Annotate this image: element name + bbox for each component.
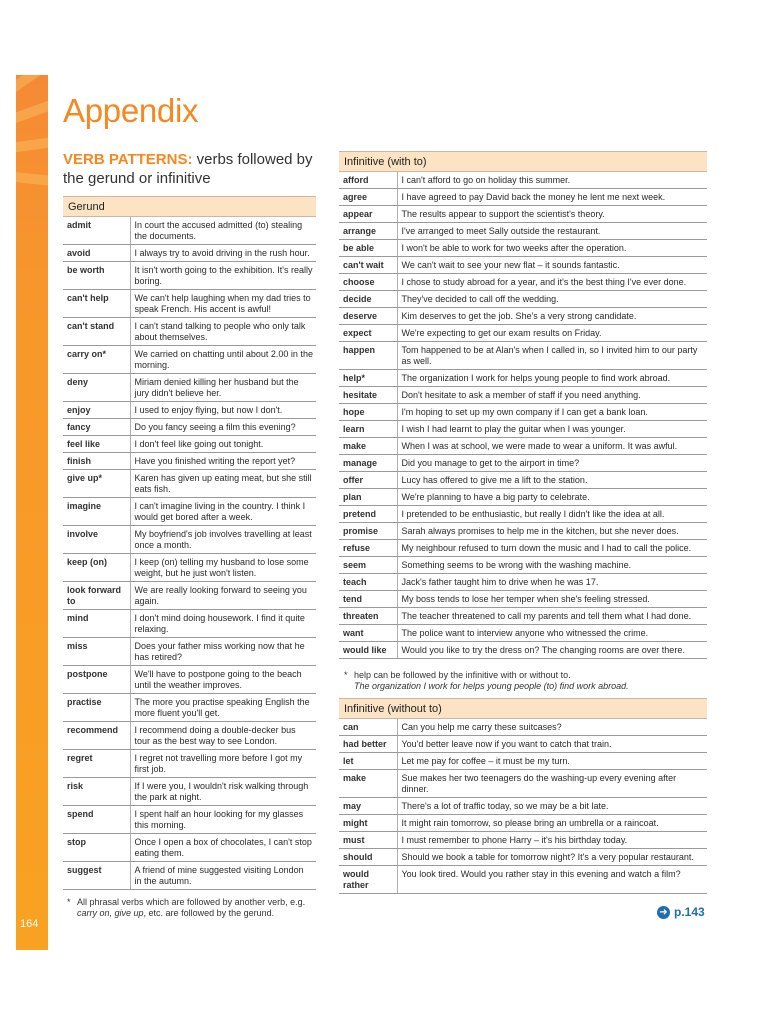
example-cell: A friend of mine suggested visiting London in the autumn. xyxy=(130,862,316,890)
infinitive-with-to-table xyxy=(339,151,707,659)
verb-cell: would like xyxy=(339,642,397,659)
gerund-footnote xyxy=(67,897,322,919)
verb-cell: seem xyxy=(339,557,397,574)
example-cell: Did you manage to get to the airport in time? xyxy=(397,455,707,472)
verb-cell: may xyxy=(339,798,397,815)
section-subtitle xyxy=(63,150,323,188)
table-row xyxy=(339,866,707,894)
table-row xyxy=(63,806,316,834)
verb-cell: imagine xyxy=(63,498,130,526)
table-row xyxy=(339,308,707,325)
example-cell: Let me pay for coffee – it must be my turn. xyxy=(397,753,707,770)
table-row xyxy=(339,642,707,659)
table-row xyxy=(339,172,707,189)
example-cell: Sarah always promises to help me in the kitchen, but she never does. xyxy=(397,523,707,540)
example-cell: You'd better leave now if you want to catch that train. xyxy=(397,736,707,753)
table-row xyxy=(339,189,707,206)
verb-cell: spend xyxy=(63,806,130,834)
table-row xyxy=(63,419,316,436)
table-row xyxy=(339,798,707,815)
example-cell: Should we book a table for tomorrow night? It's a very popular restaurant. xyxy=(397,849,707,866)
table-row xyxy=(63,374,316,402)
table-row xyxy=(63,262,316,290)
table-row xyxy=(63,582,316,610)
table-row xyxy=(63,834,316,862)
example-cell: Would you like to try the dress on? The changing rooms are over there. xyxy=(397,642,707,659)
verb-cell: hope xyxy=(339,404,397,421)
example-cell: I keep (on) telling my husband to lose some weight, but he just won't listen. xyxy=(130,554,316,582)
example-cell: We can't help laughing when my dad tries to speak French. His accent is awful! xyxy=(130,290,316,318)
example-cell: I chose to study abroad for a year, and it's the best thing I've ever done. xyxy=(397,274,707,291)
verb-cell: appear xyxy=(339,206,397,223)
verb-cell: fancy xyxy=(63,419,130,436)
example-cell: In court the accused admitted (to) stealing the documents. xyxy=(130,217,316,245)
footnote-emphasis: carry on, give up xyxy=(77,908,144,918)
example-cell: It might rain tomorrow, so please bring an umbrella or a raincoat. xyxy=(397,815,707,832)
example-cell: I don't mind doing housework. I find it quite relaxing. xyxy=(130,610,316,638)
verb-cell: can't stand xyxy=(63,318,130,346)
verb-cell: might xyxy=(339,815,397,832)
table-row xyxy=(63,722,316,750)
table-row xyxy=(339,574,707,591)
table-row xyxy=(339,489,707,506)
footnote-star: * xyxy=(67,897,71,907)
table-row xyxy=(339,206,707,223)
verb-cell: admit xyxy=(63,217,130,245)
example-cell: Once I open a box of chocolates, I can't stop eating them. xyxy=(130,834,316,862)
verb-cell: refuse xyxy=(339,540,397,557)
verb-cell: involve xyxy=(63,526,130,554)
verb-cell: want xyxy=(339,625,397,642)
example-cell: The results appear to support the scientist's theory. xyxy=(397,206,707,223)
table-row xyxy=(63,402,316,419)
verb-cell: should xyxy=(339,849,397,866)
verb-cell: manage xyxy=(339,455,397,472)
example-cell: I won't be able to work for two weeks after the operation. xyxy=(397,240,707,257)
page-reference-label: p.143 xyxy=(674,905,705,919)
subtitle-text: verbs followed by the gerund or infinitive xyxy=(63,151,313,187)
table-row xyxy=(63,436,316,453)
table-row xyxy=(63,346,316,374)
example-cell: My boyfriend's job involves travelling at least once a month. xyxy=(130,526,316,554)
table-row xyxy=(63,862,316,890)
table-row xyxy=(63,217,316,245)
table-row xyxy=(63,245,316,262)
example-cell: We carried on chatting until about 2.00 in the morning. xyxy=(130,346,316,374)
table-row xyxy=(339,506,707,523)
subtitle-highlight: VERB PATTERNS: xyxy=(63,151,193,168)
example-cell: I can't imagine living in the country. I think I would get bored after a week. xyxy=(130,498,316,526)
example-cell: Karen has given up eating meat, but she still eats fish. xyxy=(130,470,316,498)
table-row xyxy=(63,778,316,806)
example-cell: I wish I had learnt to play the guitar when I was younger. xyxy=(397,421,707,438)
table-row xyxy=(63,526,316,554)
verb-cell: make xyxy=(339,770,397,798)
example-cell: I pretended to be enthusiastic, but really I didn't like the idea at all. xyxy=(397,506,707,523)
example-cell: We can't wait to see your new flat – it sounds fantastic. xyxy=(397,257,707,274)
verb-cell: arrange xyxy=(339,223,397,240)
infinitive-with-to-header: Infinitive (with to) xyxy=(339,152,707,172)
verb-cell: promise xyxy=(339,523,397,540)
gerund-header: Gerund xyxy=(63,197,316,217)
example-cell: Tom happened to be at Alan's when I called in, so I invited him to our party as well. xyxy=(397,342,707,370)
verb-cell: choose xyxy=(339,274,397,291)
table-row xyxy=(339,404,707,421)
verb-cell: make xyxy=(339,438,397,455)
example-cell: Do you fancy seeing a film this evening? xyxy=(130,419,316,436)
verb-cell: mind xyxy=(63,610,130,638)
verb-cell: pretend xyxy=(339,506,397,523)
table-row xyxy=(339,325,707,342)
example-cell: We're planning to have a big party to celebrate. xyxy=(397,489,707,506)
verb-cell: deserve xyxy=(339,308,397,325)
table-row xyxy=(339,223,707,240)
example-cell: Miriam denied killing her husband but the jury didn't believe her. xyxy=(130,374,316,402)
verb-cell: give up* xyxy=(63,470,130,498)
example-cell: You look tired. Would you rather stay in this evening and watch a film? xyxy=(397,866,707,894)
verb-cell: suggest xyxy=(63,862,130,890)
table-row xyxy=(63,290,316,318)
footnote-star: * xyxy=(344,670,348,680)
verb-cell: must xyxy=(339,832,397,849)
verb-cell: had better xyxy=(339,736,397,753)
table-row xyxy=(63,318,316,346)
table-row xyxy=(63,638,316,666)
example-cell: We're expecting to get our exam results on Friday. xyxy=(397,325,707,342)
verb-cell: offer xyxy=(339,472,397,489)
verb-cell: hesitate xyxy=(339,387,397,404)
footnote-text-2: , etc. are followed by the gerund. xyxy=(143,908,275,918)
table-row xyxy=(339,815,707,832)
verb-cell: would rather xyxy=(339,866,397,894)
table-row xyxy=(63,666,316,694)
example-cell: I always try to avoid driving in the rush hour. xyxy=(130,245,316,262)
table-row xyxy=(63,694,316,722)
example-cell: Something seems to be wrong with the washing machine. xyxy=(397,557,707,574)
example-cell: It isn't worth going to the exhibition. It's really boring. xyxy=(130,262,316,290)
verb-cell: afford xyxy=(339,172,397,189)
verb-cell: let xyxy=(339,753,397,770)
infinitive-footnote xyxy=(344,670,694,692)
verb-cell: recommend xyxy=(63,722,130,750)
example-cell: Kim deserves to get the job. She's a very strong candidate. xyxy=(397,308,707,325)
footnote-example: The organization I work for helps young people (to) find work abroad. xyxy=(354,681,629,691)
example-cell: I've arranged to meet Sally outside the restaurant. xyxy=(397,223,707,240)
verb-cell: enjoy xyxy=(63,402,130,419)
example-cell: I don't feel like going out tonight. xyxy=(130,436,316,453)
table-row xyxy=(339,591,707,608)
margin-band-decoration xyxy=(16,75,48,235)
verb-cell: look forward to xyxy=(63,582,130,610)
table-row xyxy=(339,736,707,753)
verb-cell: avoid xyxy=(63,245,130,262)
verb-cell: tend xyxy=(339,591,397,608)
table-row xyxy=(339,523,707,540)
verb-cell: learn xyxy=(339,421,397,438)
page-reference-link[interactable] xyxy=(657,905,705,919)
table-row xyxy=(339,472,707,489)
page-number: 164 xyxy=(20,918,39,930)
example-cell: I regret not travelling more before I got my first job. xyxy=(130,750,316,778)
example-cell: The more you practise speaking English the more fluent you'll get. xyxy=(130,694,316,722)
table-row xyxy=(339,540,707,557)
verb-cell: keep (on) xyxy=(63,554,130,582)
arrow-right-icon: ➜ xyxy=(657,906,670,919)
verb-cell: agree xyxy=(339,189,397,206)
example-cell: Can you help me carry these suitcases? xyxy=(397,719,707,736)
example-cell: The organization I work for helps young people to find work abroad. xyxy=(397,370,707,387)
table-row xyxy=(339,849,707,866)
verb-cell: be worth xyxy=(63,262,130,290)
example-cell: I can't stand talking to people who only talk about themselves. xyxy=(130,318,316,346)
infinitive-without-to-header: Infinitive (without to) xyxy=(339,699,707,719)
table-row xyxy=(339,608,707,625)
verb-cell: help* xyxy=(339,370,397,387)
example-cell: We'll have to postpone going to the beach until the weather improves. xyxy=(130,666,316,694)
verb-cell: stop xyxy=(63,834,130,862)
verb-cell: happen xyxy=(339,342,397,370)
example-cell: I'm hoping to set up my own company if I can get a bank loan. xyxy=(397,404,707,421)
verb-cell: regret xyxy=(63,750,130,778)
table-row xyxy=(339,753,707,770)
table-row xyxy=(339,557,707,574)
table-row xyxy=(339,240,707,257)
example-cell: My neighbour refused to turn down the music and I had to call the police. xyxy=(397,540,707,557)
verb-cell: plan xyxy=(339,489,397,506)
verb-cell: can't wait xyxy=(339,257,397,274)
table-row xyxy=(339,421,707,438)
example-cell: I spent half an hour looking for my glasses this morning. xyxy=(130,806,316,834)
example-cell: I have agreed to pay David back the money he lent me next week. xyxy=(397,189,707,206)
example-cell: My boss tends to lose her temper when she's feeling stressed. xyxy=(397,591,707,608)
example-cell: There's a lot of traffic today, so we may be a bit late. xyxy=(397,798,707,815)
example-cell: Jack's father taught him to drive when he was 17. xyxy=(397,574,707,591)
verb-cell: expect xyxy=(339,325,397,342)
verb-cell: threaten xyxy=(339,608,397,625)
table-row xyxy=(63,470,316,498)
example-cell: Does your father miss working now that he has retired? xyxy=(130,638,316,666)
table-row xyxy=(339,438,707,455)
table-row xyxy=(339,257,707,274)
verb-cell: carry on* xyxy=(63,346,130,374)
footnote-text-1: All phrasal verbs which are followed by another verb, e.g. xyxy=(77,897,306,907)
table-row xyxy=(339,719,707,736)
infinitive-without-to-table xyxy=(339,698,707,894)
example-cell: I used to enjoy flying, but now I don't. xyxy=(130,402,316,419)
table-row xyxy=(63,610,316,638)
example-cell: If I were you, I wouldn't risk walking through the park at night. xyxy=(130,778,316,806)
verb-cell: deny xyxy=(63,374,130,402)
example-cell: I must remember to phone Harry – it's his birthday today. xyxy=(397,832,707,849)
verb-cell: feel like xyxy=(63,436,130,453)
example-cell: The police want to interview anyone who witnessed the crime. xyxy=(397,625,707,642)
example-cell: When I was at school, we were made to wear a uniform. It was awful. xyxy=(397,438,707,455)
table-row xyxy=(339,770,707,798)
table-row xyxy=(339,370,707,387)
verb-cell: can't help xyxy=(63,290,130,318)
verb-cell: postpone xyxy=(63,666,130,694)
table-row xyxy=(339,274,707,291)
example-cell: We are really looking forward to seeing you again. xyxy=(130,582,316,610)
example-cell: I can't afford to go on holiday this summer. xyxy=(397,172,707,189)
table-row xyxy=(63,453,316,470)
verb-cell: practise xyxy=(63,694,130,722)
example-cell: I recommend doing a double-decker bus tour as the best way to see London. xyxy=(130,722,316,750)
verb-cell: finish xyxy=(63,453,130,470)
example-cell: They've decided to call off the wedding. xyxy=(397,291,707,308)
example-cell: Have you finished writing the report yet? xyxy=(130,453,316,470)
page-title: Appendix xyxy=(63,92,199,129)
table-row xyxy=(339,387,707,404)
table-row xyxy=(339,832,707,849)
table-row xyxy=(339,291,707,308)
table-row xyxy=(63,750,316,778)
table-row xyxy=(339,455,707,472)
table-row xyxy=(339,625,707,642)
verb-cell: can xyxy=(339,719,397,736)
example-cell: Sue makes her two teenagers do the washing-up every evening after dinner. xyxy=(397,770,707,798)
verb-cell: miss xyxy=(63,638,130,666)
verb-cell: be able xyxy=(339,240,397,257)
table-row xyxy=(63,554,316,582)
example-cell: The teacher threatened to call my parents and tell them what I had done. xyxy=(397,608,707,625)
verb-cell: decide xyxy=(339,291,397,308)
verb-cell: teach xyxy=(339,574,397,591)
table-row xyxy=(339,342,707,370)
example-cell: Don't hesitate to ask a member of staff if you need anything. xyxy=(397,387,707,404)
gerund-table xyxy=(63,196,316,890)
verb-cell: risk xyxy=(63,778,130,806)
example-cell: Lucy has offered to give me a lift to the station. xyxy=(397,472,707,489)
table-row xyxy=(63,498,316,526)
footnote-text-1: help can be followed by the infinitive with or without to. xyxy=(354,670,571,680)
